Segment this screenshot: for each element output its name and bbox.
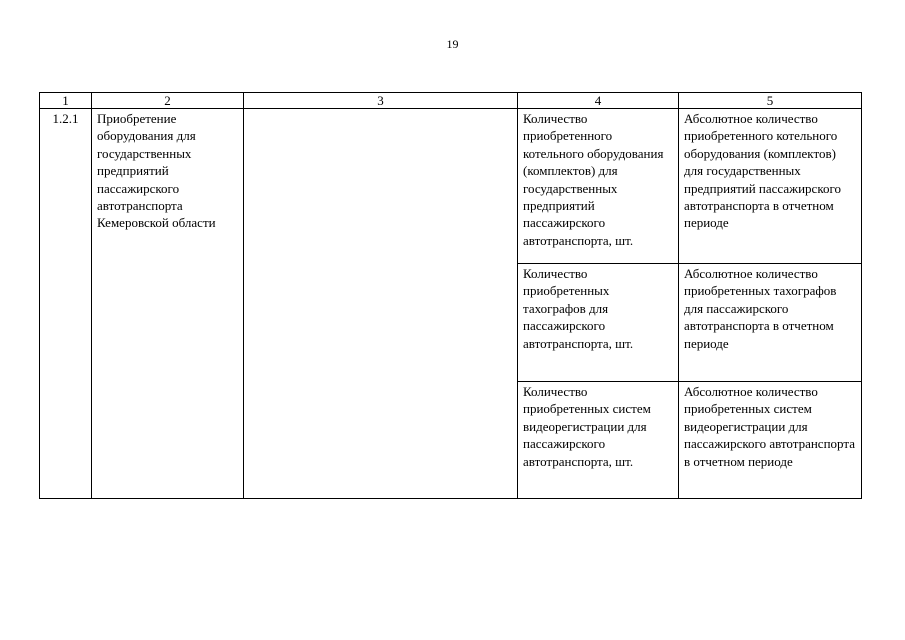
event-code: 1.2.1 bbox=[40, 109, 92, 499]
table-header-row bbox=[40, 93, 862, 109]
column-header-3: 3 bbox=[244, 93, 518, 109]
page-number: 19 bbox=[446, 37, 459, 51]
column-header-4: 4 bbox=[518, 93, 679, 109]
indicators-table bbox=[39, 92, 862, 499]
table-row bbox=[40, 109, 862, 264]
column3-cell bbox=[244, 109, 518, 499]
event-name-text: Приобретение оборудования для государственных предприятий пассажирского автотранспорта Кемеровской области bbox=[97, 111, 216, 231]
indicator-name: Количество приобретенных тахографов для пассажирского автотранспорта, шт. bbox=[518, 264, 679, 382]
indicator-method: Абсолютное количество приобретенного котельного оборудования (комплектов) для государственных предприятий пассажирского автотранспорта в отчетном периоде bbox=[679, 109, 862, 264]
indicator-name: Количество приобретенных систем видеорегистрации для пассажирского автотранспорта, шт. bbox=[518, 382, 679, 499]
indicator-name: Количество приобретенного котельного оборудования (комплектов) для государственных предприятий пассажирского автотранспорта, шт. bbox=[518, 109, 679, 264]
indicator-method: Абсолютное количество приобретенных тахографов для пассажирского автотранспорта в отчетном периоде bbox=[679, 264, 862, 382]
column-header-5: 5 bbox=[679, 93, 862, 109]
column-header-1: 1 bbox=[40, 93, 92, 109]
event-name bbox=[92, 109, 244, 499]
column-header-2: 2 bbox=[92, 93, 244, 109]
indicator-method: Абсолютное количество приобретенных систем видеорегистрации для пассажирского автотранспорта в отчетном периоде bbox=[679, 382, 862, 499]
